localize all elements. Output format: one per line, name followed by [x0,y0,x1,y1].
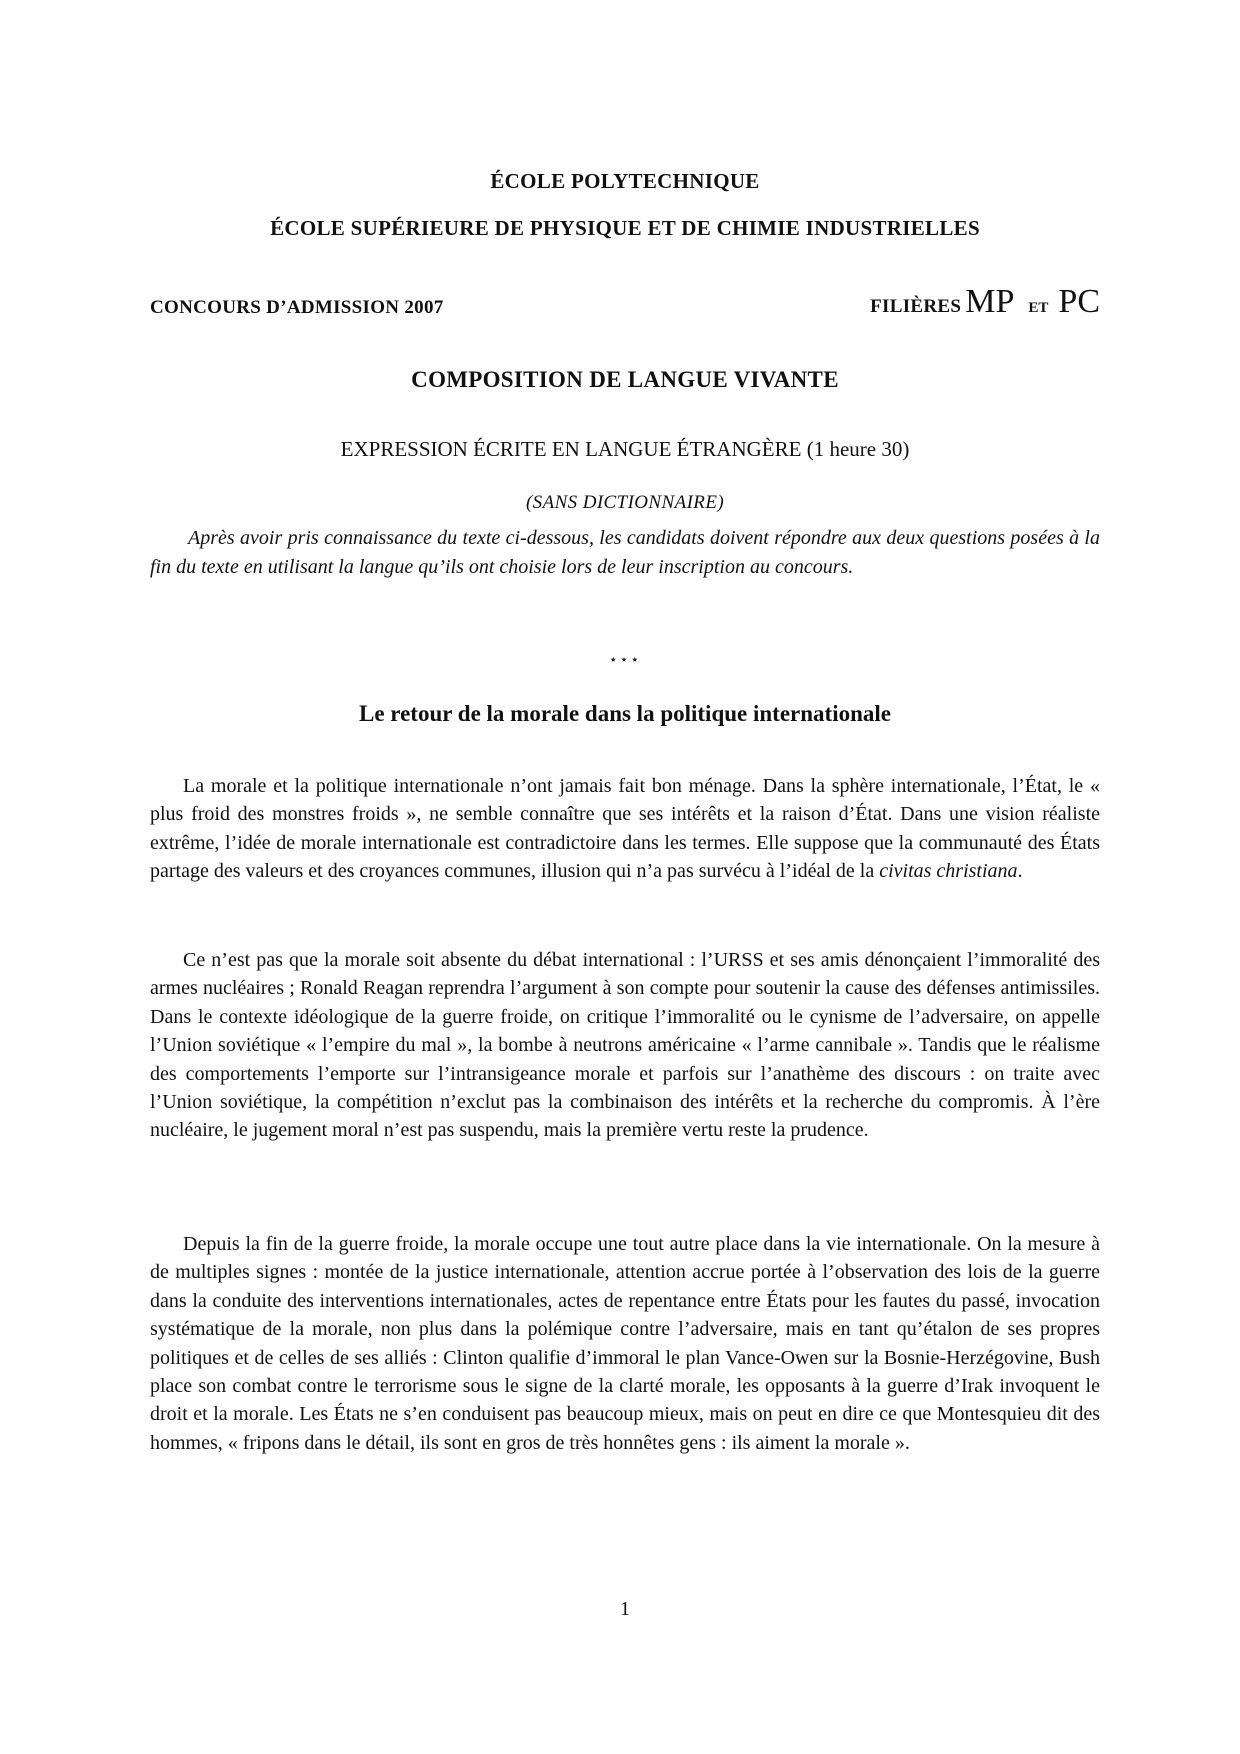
article-paragraph-1 [150,772,1100,886]
filiere-conjunction: ET [1028,300,1049,316]
article-paragraph-3: Depuis la fin de la guerre froide, la morale occupe une tout autre place dans la vie internationale. On la mesure à de multiples signes : montée de la justice internationale, attention accrue portée à l’observation des lois de la guerre dans la conduite des interventions internationales, actes de repentance entre États pour les fautes du passé, invocation systématique de la morale, non plus dans la polémique contre l’adversaire, mais en tant qu’étalon de ses propres politiques et de celles de ses alliés : Clinton qualifie d’immoral le plan Vance-Owen sur la Bosnie-Herzégovine, Bush place son combat contre le terrorisme sous le signe de la clarté morale, les opposants à la guerre d’Irak invoquent le droit et la morale. Les États ne s’en conduisent pas beaucoup mieux, mais on peut en dire ce que Montesquieu dit des hommes, « fripons dans le détail, ils sont en gros de très honnêtes gens : ils aiment la morale ». [150,1233,1100,1454]
article-title: Le retour de la morale dans la politique internationale [359,701,891,726]
school-name-polytechnique: ÉCOLE POLYTECHNIQUE [490,169,760,193]
concours-row [150,283,1100,327]
filieres-block [870,283,1100,321]
expression-subtitle: EXPRESSION ÉCRITE EN LANGUE ÉTRANGÈRE (1 heure 30) [340,437,910,461]
school-name-espci: ÉCOLE SUPÉRIEURE DE PHYSIQUE ET DE CHIMIE INDUSTRIELLES [270,216,980,240]
instructions-text: Après avoir pris connaissance du texte ci-dessous, les candidats doivent répondre aux deux questions posées à la fin du texte en utilisant la langue qu’ils ont choisie lors de leur inscription au concours. [150,527,1100,578]
composition-title: COMPOSITION DE LANGUE VIVANTE [411,367,839,392]
sans-dictionnaire-note: (SANS DICTIONNAIRE) [525,492,725,513]
paragraph-1-emphasis: civitas christiana [879,860,1018,883]
filieres-label: FILIÈRES [870,296,962,317]
filiere-mp: MP [965,283,1015,320]
paragraph-1-end: . [1017,860,1023,883]
section-separator: ⋆⋆⋆ [608,653,642,668]
paragraph-1-text: La morale et la politique internationale n’ont jamais fait bon ménage. Dans la sphère internationale, l’État, le « plus froid des monstres froids », ne semble connaître que ses intérêts et la raison d’État. Dans une vision réaliste extrême, l’idée de morale internationale est contradictoire dans les termes. Elle suppose que la communauté des États partage des valeurs et des croyances communes, illusion qui n’a pas survécu à l’idéal de la [150,775,1100,883]
filiere-pc: PC [1058,283,1100,320]
document-page [150,0,1100,1754]
concours-label: CONCOURS D’ADMISSION 2007 [150,297,444,318]
article-paragraph-2: Ce n’est pas que la morale soit absente du débat international : l’URSS et ses amis dénonçaient l’immoralité des armes nucléaires ; Ronald Reagan reprendra l’argument à son compte pour soutenir la cause des défenses antimissiles. Dans le contexte idéologique de la guerre froide, on critique l’immoralité ou le cynisme de l’adversaire, on appelle l’Union soviétique « l’empire du mal », la bombe à neutrons américaine « l’arme cannibale ». Tandis que le réalisme des comportements l’emporte sur l’intransigeance morale et parfois sur l’anathème des discours : on traite avec l’Union soviétique, la compétition n’exclut pas la combinaison des intérêts et la recherche du compromis. À l’ère nucléaire, le jugement moral n’est pas suspendu, mais la première vertu reste la prudence. [150,949,1100,1142]
page-number: 1 [620,1598,630,1620]
